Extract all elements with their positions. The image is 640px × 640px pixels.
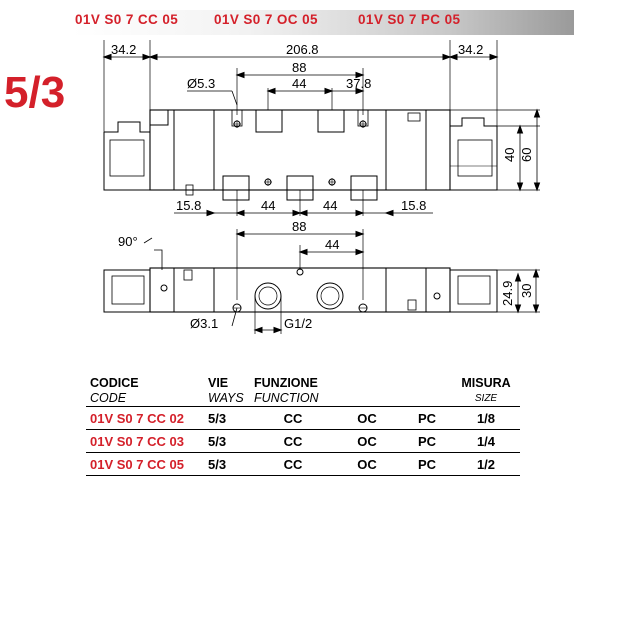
- row-alt-pc: PC: [402, 453, 452, 476]
- row-ways: 5/3: [208, 453, 254, 476]
- col-function-header: FUNZIONE FUNCTION: [254, 376, 332, 407]
- row-alt-pc: PC: [402, 407, 452, 430]
- dim-total-206: 206.8: [286, 42, 319, 57]
- col-size-header: MISURA SIZE: [452, 376, 520, 407]
- dim-88-top: 88: [292, 60, 307, 75]
- col-blank-header-2: [402, 376, 452, 407]
- dim-88-side: 88: [292, 219, 307, 234]
- dim-44-bottom-b: 44: [323, 198, 338, 213]
- row-ways: 5/3: [208, 407, 254, 430]
- dim-158-left: 15.8: [176, 198, 202, 213]
- dim-60: 60: [519, 147, 534, 162]
- row-alt-oc: OC: [332, 407, 402, 430]
- dim-hole-31: Ø3.1: [190, 316, 219, 331]
- dim-44-bottom-a: 44: [261, 198, 276, 213]
- table-row: [86, 430, 520, 453]
- row-alt-pc: PC: [402, 430, 452, 453]
- row-code: 01V S0 7 CC 05: [86, 453, 208, 476]
- dim-378: 37.8: [346, 76, 372, 91]
- dim-158-right: 15.8: [401, 198, 427, 213]
- row-size: 1/2: [452, 453, 520, 476]
- table-row: [86, 453, 520, 476]
- row-size: 1/4: [452, 430, 520, 453]
- model-code-cc: 01V S0 7 CC 05: [75, 12, 179, 27]
- row-alt-oc: OC: [332, 453, 402, 476]
- dim-right-34: 34.2: [458, 42, 484, 57]
- dim-44-top: 44: [292, 76, 307, 91]
- valve-type-label: 5/3: [4, 68, 66, 117]
- dim-left-34: 34.2: [111, 42, 137, 57]
- row-ways: 5/3: [208, 430, 254, 453]
- col-ways-header: VIE WAYS: [208, 376, 254, 407]
- row-alt-oc: OC: [332, 430, 402, 453]
- dim-40: 40: [502, 147, 517, 162]
- row-code: 01V S0 7 CC 02: [86, 407, 208, 430]
- row-size: 1/8: [452, 407, 520, 430]
- dim-30-side: 30: [519, 283, 534, 298]
- dim-hole-53: Ø5.3: [187, 76, 216, 91]
- row-function: CC: [254, 453, 332, 476]
- row-code: 01V S0 7 CC 03: [86, 430, 208, 453]
- model-code-pc: 01V S0 7 PC 05: [358, 12, 461, 27]
- port-g12: G1/2: [284, 316, 313, 331]
- table-row: [86, 407, 520, 430]
- col-code-header: CODICE CODE: [86, 376, 208, 407]
- model-code-oc: 01V S0 7 OC 05: [214, 12, 318, 27]
- col-blank-header: [332, 376, 402, 407]
- dim-44-side: 44: [325, 237, 340, 252]
- dim-angle-90: 90°: [118, 234, 138, 249]
- spec-table: [86, 376, 520, 476]
- row-function: CC: [254, 407, 332, 430]
- dim-249: 24.9: [500, 280, 515, 306]
- row-function: CC: [254, 430, 332, 453]
